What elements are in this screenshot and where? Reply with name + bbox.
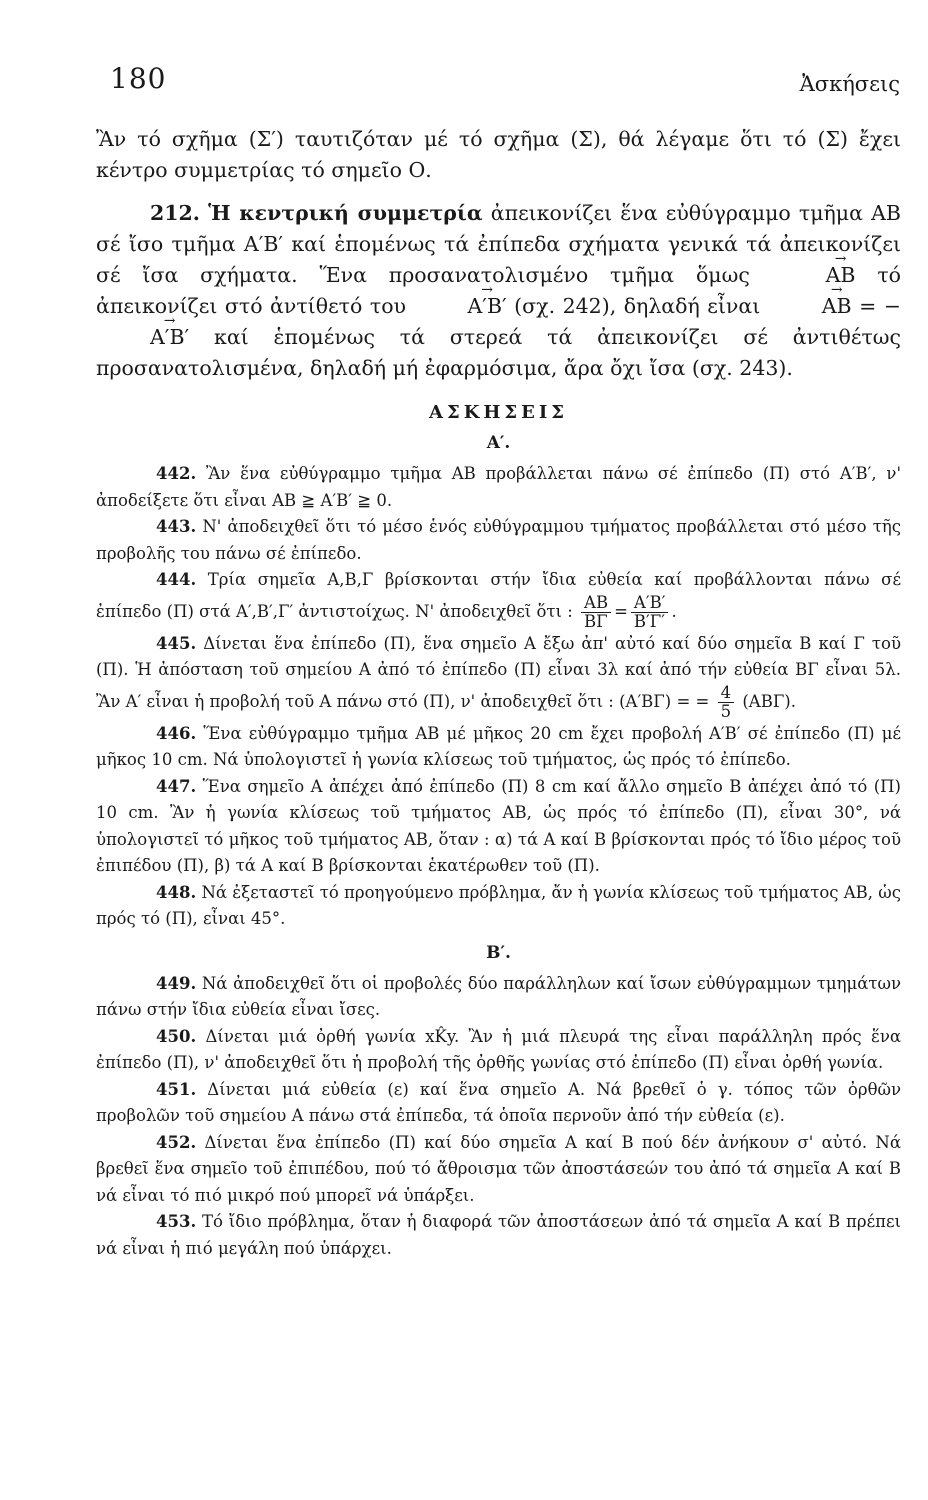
fraction-ab-bg — [581, 594, 611, 631]
fraction-denominator: Β′Γ′ — [633, 611, 665, 631]
exercise-text: Δίνεται μιά ὀρθή γωνία xK̂y. Ἂν ἡ μιά πλευρά της εἶναι παράλληλη πρός ἕνα ἐπίπεδο (Π), ν' ἀποδειχθεῖ ὅτι ἡ προβολή τῆς ὀρθῆς γωνίας στό ἐπίπεδο (Π) εἶναι ὀρθή γωνία. — [96, 1026, 901, 1072]
fraction-four-fifths — [718, 684, 735, 721]
period: . — [671, 601, 677, 621]
paragraph-text: ἀπεικονίζει ἕνα εὐθύγραμμο τμῆμα ΑΒ σέ ἴσο τμῆμα Α′Β′ καί ἑπομένως τά ἐπίπεδα σχήματα γενικά τά ἀπεικονίζει σέ ἴσα σχήματα. Ἕνα προσανατολισμένο τμῆμα ὅμως — [96, 201, 901, 287]
running-title: Ἀσκήσεις — [799, 72, 900, 96]
group-b-title: Β′. — [486, 942, 511, 963]
fraction-denominator: ΒΓ — [584, 611, 608, 631]
exercise-452 — [96, 1130, 901, 1210]
section-title: ΑΣΚΗΣΕΙΣ — [429, 402, 568, 423]
intro-paragraph: Ἂν τό σχῆμα (Σ′) ταυτιζόταν μέ τό σχῆμα (Σ), θά λέγαμε ὅτι τό (Σ) ἔχει κέντρο συμμετρίας τό σημεῖο Ο. — [96, 127, 901, 182]
exercise-number: 452. — [156, 1132, 197, 1152]
exercise-number: 448. — [156, 882, 197, 902]
equals-sign: = — [614, 601, 628, 621]
exercise-448 — [96, 880, 901, 933]
paragraph-number: 212. — [150, 201, 200, 225]
paragraph-text: (σχ. 242), δηλαδή εἶναι — [514, 294, 761, 318]
page-header — [110, 62, 900, 102]
exercise-text: Τρία σημεῖα Α,Β,Γ βρίσκονται στήν ἴδια εὐθεία καί προβάλλονται πάνω σέ ἐπίπεδο (Π) στά Α′,Β′,Γ′ ἀντιστοίχως. Ν' ἀποδειχθεῖ ὅτι : — [96, 570, 901, 621]
exercise-number: 443. — [156, 517, 197, 536]
exercise-number: 447. — [156, 776, 197, 796]
exercise-number: 453. — [156, 1212, 197, 1231]
exercise-number: 444. — [156, 570, 197, 589]
exercise-number: 451. — [156, 1079, 197, 1099]
intro-section — [96, 124, 901, 384]
exercise-453 — [96, 1209, 901, 1262]
exercise-text: Δίνεται ἕνα ἐπίπεδο (Π) καί δύο σημεῖα Α καί Β πού δέν ἀνήκουν σ' αὐτό. Νά βρεθεῖ ἕνα σημεῖο τοῦ ἐπιπέδου, πού τό ἄθροισμα τῶν ἀποστάσεών του ἀπό τά σημεῖα Α καί Β νά εἶναι τό πιό μικρό πού μπορεῖ νά ὑπάρξει. — [96, 1132, 902, 1205]
paragraph-text: τό ἀπεικονίζει στό ἀντίθετό του — [96, 263, 901, 318]
exercise-text: Νά ἀποδειχθεῖ ὅτι οἱ προβολές δύο παράλληλων καί ἴσων εὐθύγραμμων τμημάτων πάνω στήν ἴδια εὐθεία εἶναι ἴσες. — [96, 973, 901, 1019]
exercise-text: Ἕνα εὐθύγραμμο τμῆμα ΑΒ μέ μῆκος 20 cm ἔχει προβολή Α′Β′ σέ ἐπίπεδο (Π) μέ μῆκος 10 cm. Νά ὑπολογιστεῖ ἡ γωνία κλίσεως τοῦ τμήματος, ὡς πρός τό ἐπίπεδο. — [96, 723, 901, 769]
exercise-text: (ΑΒΓ). — [742, 691, 796, 711]
page-number: 180 — [110, 62, 167, 95]
paragraph-212 — [96, 198, 901, 384]
vector-a1b1: → Α′Β′ — [96, 322, 189, 353]
fraction-denominator: 5 — [720, 701, 732, 721]
exercise-text: Τό ἴδιο πρόβλημα, ὅταν ἡ διαφορά τῶν ἀποστάσεων ἀπό τά σημεῖα Α καί Β πρέπει νά εἶναι ἡ πιό μεγάλη πού ὑπάρχει. — [96, 1212, 901, 1258]
exercise-text: Δίνεται ἕνα ἐπίπεδο (Π), ἕνα σημεῖο Α ἔξω ἀπ' αὐτό καί δύο σημεῖα Β καί Γ τοῦ (Π). Ἡ ἀπόσταση τοῦ σημείου Α ἀπό τό ἐπίπεδο (Π) εἶναι 3λ καί ἀπό τήν εὐθεία ΒΓ εἶναι 5λ. Ἂν Α′ εἶναι ἡ προβολή τοῦ Α πάνω στό (Π), ν' ἀποδειχθεῖ ὅτι : (Α′ΒΓ) = — [96, 633, 901, 711]
vector-a1b1: → Α′Β′ — [413, 291, 506, 322]
exercise-444 — [96, 567, 901, 631]
fraction-numerator: Α′Β′ — [631, 594, 669, 613]
exercise-text: Ν' ἀποδειχθεῖ ὅτι τό μέσο ἑνός εὐθύγραμμου τμήματος προβάλλεται στό μέσο τῆς προβολῆς του πάνω σέ ἐπίπεδο. — [96, 517, 901, 563]
exercise-number: 446. — [156, 723, 197, 743]
vector-ab: → ΑΒ — [772, 260, 856, 291]
exercise-451 — [96, 1077, 901, 1130]
fraction-numerator: ΑΒ — [581, 594, 611, 613]
exercise-449 — [96, 971, 901, 1024]
equals-sign: = — [695, 691, 710, 711]
exercise-445 — [96, 631, 901, 721]
exercise-443 — [96, 514, 901, 567]
fraction-numerator: 4 — [718, 684, 735, 703]
exercise-number: 442. — [156, 464, 197, 483]
exercise-447 — [96, 774, 901, 880]
exercise-text: Δίνεται μιά εὐθεία (ε) καί ἕνα σημεῖο Α. Νά βρεθεῖ ὁ γ. τόπος τῶν ὀρθῶν προβολῶν τοῦ σημείου Α πάνω στά ἐπίπεδα, τά ὁποῖα περνοῦν ἀπό τήν εὐθεία (ε). — [96, 1079, 901, 1125]
exercise-442 — [96, 461, 901, 514]
exercise-text: Νά ἐξεταστεῖ τό προηγούμενο πρόβλημα, ἄν ἡ γωνία κλίσεως τοῦ τμήματος ΑΒ, ὡς πρός τό (Π), εἶναι 45°. — [96, 882, 902, 928]
equals-minus: = − — [859, 294, 901, 318]
exercise-number: 449. — [156, 973, 197, 993]
exercise-446 — [96, 721, 901, 774]
group-a-title: Α′. — [486, 433, 511, 453]
fraction-a1b1-b1g1 — [631, 594, 669, 631]
paragraph-text: καί ἑπομένως τά στερεά τά ἀπεικονίζει σέ ἀντιθέτως προσανατολισμένα, δηλαδή μή ἐφαρμόσιμα, ἄρα ὄχι ἴσα (σχ. 243). — [96, 325, 901, 380]
paragraph-heading: Ἡ κεντρική συμμετρία — [208, 201, 483, 225]
exercise-text: Ἕνα σημεῖο Α ἀπέχει ἀπό ἐπίπεδο (Π) 8 cm καί ἄλλο σημεῖο Β ἀπέχει ἀπό τό (Π) 10 cm. Ἂν ἡ γωνία κλίσεως τοῦ τμήματος ΑΒ, ὡς πρός τό ἐπίπεδο (Π), εἶναι 30°, νά ὑπολογιστεῖ τό μῆκος τοῦ τμήματος ΑΒ, ὅταν : α) τά Α καί Β βρίσκονται πρός τό ἴδιο μέρος τοῦ ἐπιπέδου (Π), β) τά Α καί Β βρίσκονται ἑκατέρωθεν τοῦ (Π). — [96, 776, 901, 875]
vector-ab: → ΑΒ — [768, 291, 852, 322]
exercise-number: 445. — [156, 633, 197, 653]
page-body — [96, 124, 901, 1262]
exercise-450 — [96, 1024, 901, 1077]
exercise-text: Ἂν ἕνα εὐθύγραμμο τμῆμα ΑΒ προβάλλεται πάνω σέ ἐπίπεδο (Π) στό Α′Β′, ν' ἀποδείξετε ὅτι εἶναι ΑΒ ≧ Α′Β′ ≧ 0. — [96, 464, 901, 510]
exercise-number: 450. — [156, 1026, 197, 1046]
